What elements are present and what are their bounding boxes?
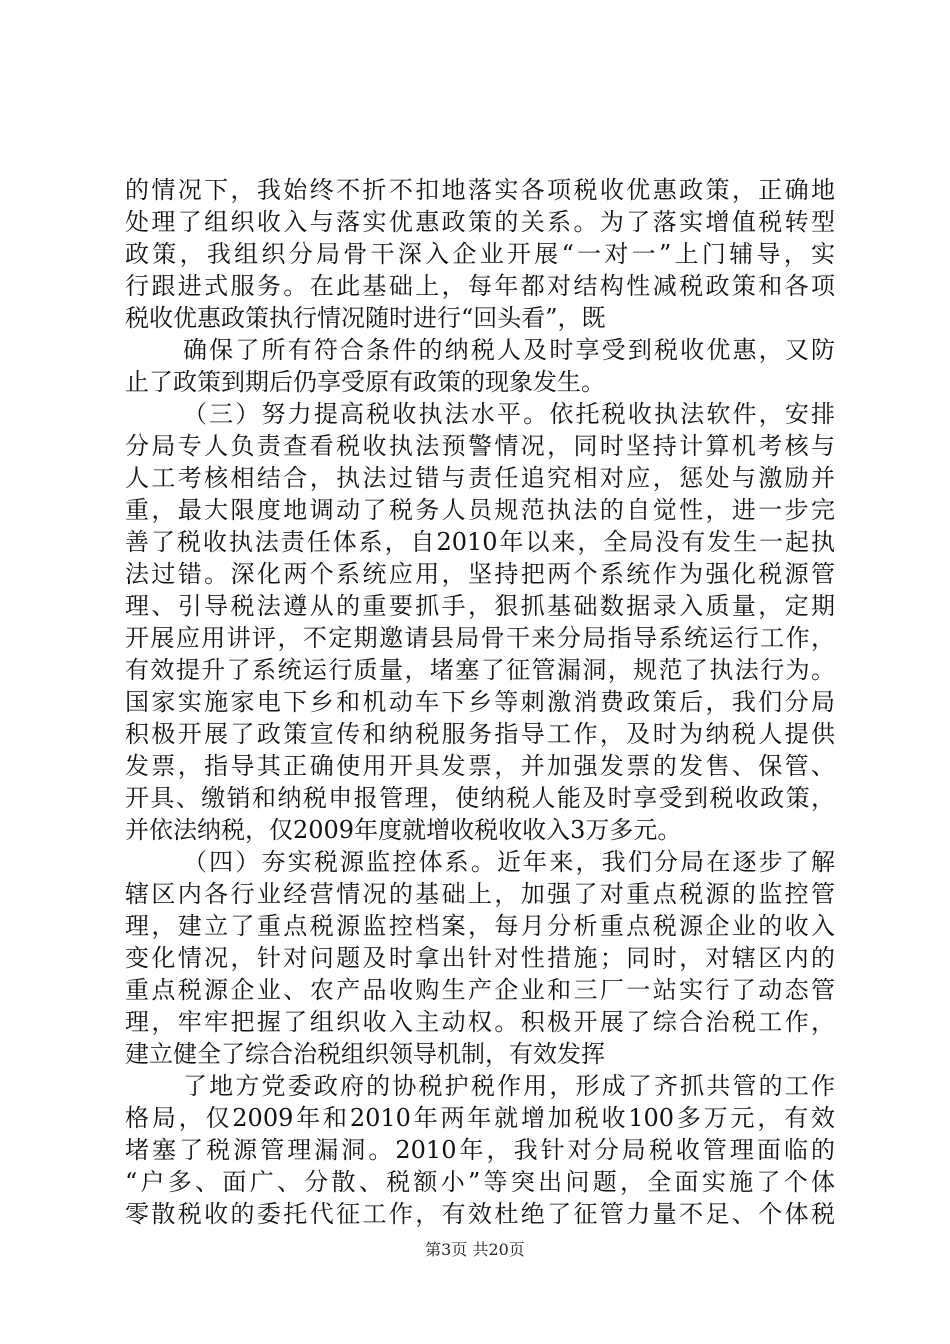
text-line: 有效提升了系统运行质量，堵塞了征管漏洞，规范了执法行为。	[125, 656, 835, 684]
text-line: 并依法纳税，仅2009年度就增收税收收入3万多元。	[125, 816, 682, 844]
text-line: 国家实施家电下乡和机动车下乡等刺激消费政策后，我们分局	[125, 688, 835, 716]
text-line: 理，牢牢把握了组织收入主动权。积极开展了综合治税工作，	[125, 1008, 835, 1036]
text-line: 税收优惠政策执行情况随时进行“回头看”，既	[125, 304, 606, 332]
text-line: 止了政策到期后仍享受原有政策的现象发生。	[125, 368, 605, 396]
body-text	[125, 174, 835, 1230]
text-line: 确保了所有符合条件的纳税人及时享受到税收优惠，又防	[183, 336, 835, 364]
text-line: 积极开展了政策宣传和纳税服务指导工作，及时为纳税人提供	[125, 720, 835, 748]
text-line: （三）努力提高税收执法水平。依托税收执法软件，安排	[183, 400, 835, 428]
text-line: 重，最大限度地调动了税务人员规范执法的自觉性，进一步完	[125, 496, 835, 524]
text-line: 的情况下，我始终不折不扣地落实各项税收优惠政策，正确地	[125, 176, 835, 204]
text-line: 开展应用讲评，不定期邀请县局骨干来分局指导系统运行工作，	[125, 624, 835, 652]
text-line: 发票，指导其正确使用开具发票，并加强发票的发售、保管、	[125, 752, 835, 780]
text-line: 理、引导税法遵从的重要抓手，狠抓基础数据录入质量，定期	[125, 592, 835, 620]
text-line: 行跟进式服务。在此基础上，每年都对结构性减税政策和各项	[125, 272, 835, 300]
text-line: 格局，仅2009年和2010年两年就增加税收100多万元，有效	[125, 1104, 835, 1132]
text-line: “户多、面广、分散、税额小”等突出问题，全面实施了个体	[125, 1168, 835, 1196]
text-line: 堵塞了税源管理漏洞。2010年，我针对分局税收管理面临的	[125, 1136, 835, 1164]
text-line: 辖区内各行业经营情况的基础上，加强了对重点税源的监控管	[125, 880, 835, 908]
text-line: （四）夯实税源监控体系。近年来，我们分局在逐步了解	[183, 848, 835, 876]
text-line: 法过错。深化两个系统应用，坚持把两个系统作为强化税源管	[125, 560, 835, 588]
text-line: 建立健全了综合治税组织领导机制，有效发挥	[125, 1040, 605, 1068]
text-line: 重点税源企业、农产品收购生产企业和三厂一站实行了动态管	[125, 976, 835, 1004]
text-line: 开具、缴销和纳税申报管理，使纳税人能及时享受到税收政策，	[125, 784, 835, 812]
text-line: 变化情况，针对问题及时拿出针对性措施；同时，对辖区内的	[125, 944, 835, 972]
text-line: 零散税收的委托代征工作，有效杜绝了征管力量不足、个体税	[125, 1200, 835, 1228]
text-line: 人工考核相结合，执法过错与责任追究相对应，惩处与激励并	[125, 464, 835, 492]
text-line: 分局专人负责查看税收执法预警情况，同时坚持计算机考核与	[125, 432, 835, 460]
text-line: 处理了组织收入与落实优惠政策的关系。为了落实增值税转型	[125, 208, 835, 236]
text-line: 善了税收执法责任体系，自2010年以来，全局没有发生一起执	[125, 528, 835, 556]
text-line: 政策，我组织分局骨干深入企业开展“一对一”上门辅导，实	[125, 240, 835, 268]
text-line: 理，建立了重点税源监控档案，每月分析重点税源企业的收入	[125, 912, 835, 940]
page-footer: 第3页 共20页	[425, 1240, 525, 1259]
text-line: 了地方党委政府的协税护税作用，形成了齐抓共管的工作	[183, 1072, 835, 1100]
